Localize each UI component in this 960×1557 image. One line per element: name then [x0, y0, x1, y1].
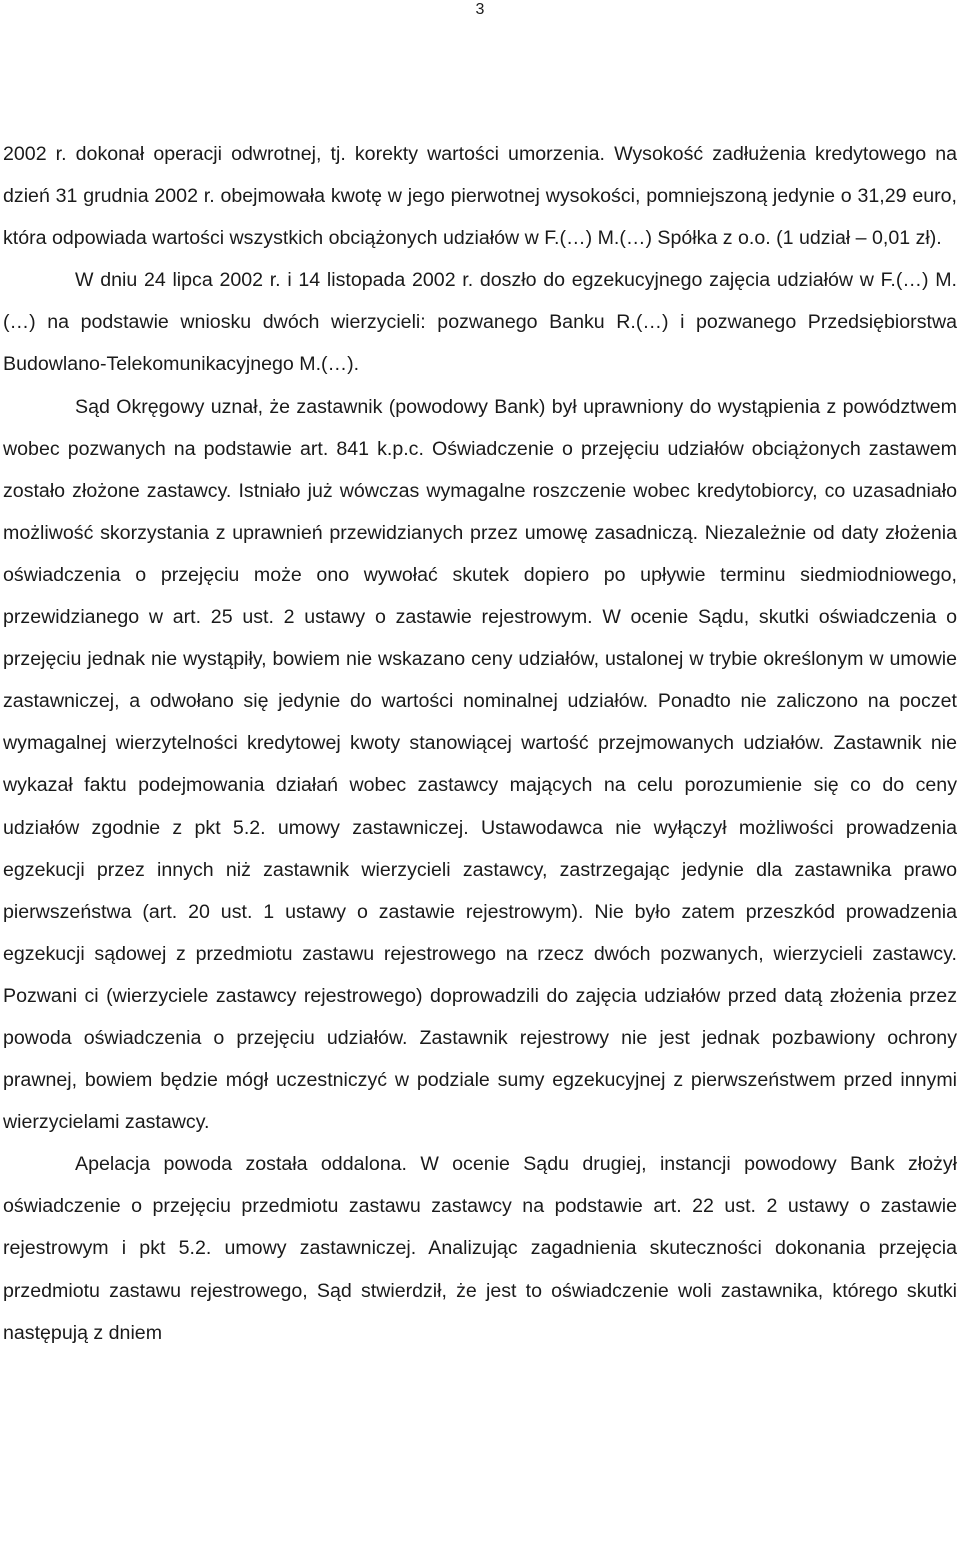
- page-number: 3: [475, 1, 485, 18]
- paragraph: 2002 r. dokonał operacji odwrotnej, tj. korekty wartości umorzenia. Wysokość zadłużenia kredytowego na dzień 31 grudnia 2002 r. obejmowała kwotę w jego pierwotnej wysokości, pomniejszoną jedynie o 31,29 euro, która odpowiada wartości wszystkich obciążonych udziałów w F.(…) M.(…) Spółka z o.o. (1 udział – 0,01 zł).: [3, 143, 957, 250]
- document-body: [3, 133, 957, 1354]
- paragraph: Sąd Okręgowy uznał, że zastawnik (powodowy Bank) był uprawniony do wystąpienia z powództwem wobec pozwanych na podstawie art. 841 k.p.c. Oświadczenie o przejęciu udziałów obciążonych zastawem zostało złożone zastawcy. Istniało już wówczas wymagalne roszczenie wobec kredytobiorcy, co uzasadniało możliwość skorzystania z uprawnień przewidzianych przez umowę zasadniczą. Niezależnie od daty złożenia oświadczenia o przejęciu może ono wywołać skutek dopiero po upływie terminu siedmiodniowego, przewidzianego w art. 25 ust. 2 ustawy o zastawie rejestrowym. W ocenie Sądu, skutki oświadczenia o przejęciu jednak nie wystąpiły, bowiem nie wskazano ceny udziałów, ustalonej w trybie określonym w umowie zastawniczej, a odwołano się jedynie do wartości nominalnej udziałów. Ponadto nie zaliczono na poczet wymagalnej wierzytelności kredytowej kwoty stanowiącej wartość przejmowanych udziałów. Zastawnik nie wykazał faktu podejmowania działań wobec zastawcy mających na celu porozumienie się co do ceny udziałów zgodnie z pkt 5.2. umowy zastawniczej. Ustawodawca nie wyłączył możliwości prowadzenia egzekucji przez innych niż zastawnik wierzycieli zastawcy, zastrzegając jedynie dla zastawnika prawo pierwszeństwa (art. 20 ust. 1 ustawy o zastawie rejestrowym). Nie było zatem przeszkód prowadzenia egzekucji sądowej z przedmiotu zastawu rejestrowego na rzecz dwóch pozwanych, wierzycieli zastawcy. Pozwani ci (wierzyciele zastawcy rejestrowego) doprowadzili do zajęcia udziałów przed datą złożenia przez powoda oświadczenia o przejęciu udziałów. Zastawnik rejestrowy nie jest jednak pozbawiony ochrony prawnej, bowiem będzie mógł uczestniczyć w podziale sumy egzekucyjnej z pierwszeństwem przed innymi wierzycielami zastawcy.: [3, 395, 957, 1134]
- paragraph: W dniu 24 lipca 2002 r. i 14 listopada 2002 r. doszło do egzekucyjnego zajęcia udziałów w F.(…) M.(…) na podstawie wniosku dwóch wierzycieli: pozwanego Banku R.(…) i pozwanego Przedsiębiorstwa Budowlano-Telekomunikacyjnego M.(…).: [3, 269, 957, 376]
- paragraph: Apelacja powoda została oddalona. W ocenie Sądu drugiej, instancji powodowy Bank złożył oświadczenie o przejęciu przedmiotu zastawu zastawcy na podstawie art. 22 ust. 2 ustawy o zastawie rejestrowym i pkt 5.2. umowy zastawniczej. Analizując zagadnienia skuteczności dokonania przejęcia przedmiotu zastawu rejestrowego, Sąd stwierdził, że jest to oświadczenie woli zastawnika, którego skutki następują z dniem: [3, 1153, 957, 1344]
